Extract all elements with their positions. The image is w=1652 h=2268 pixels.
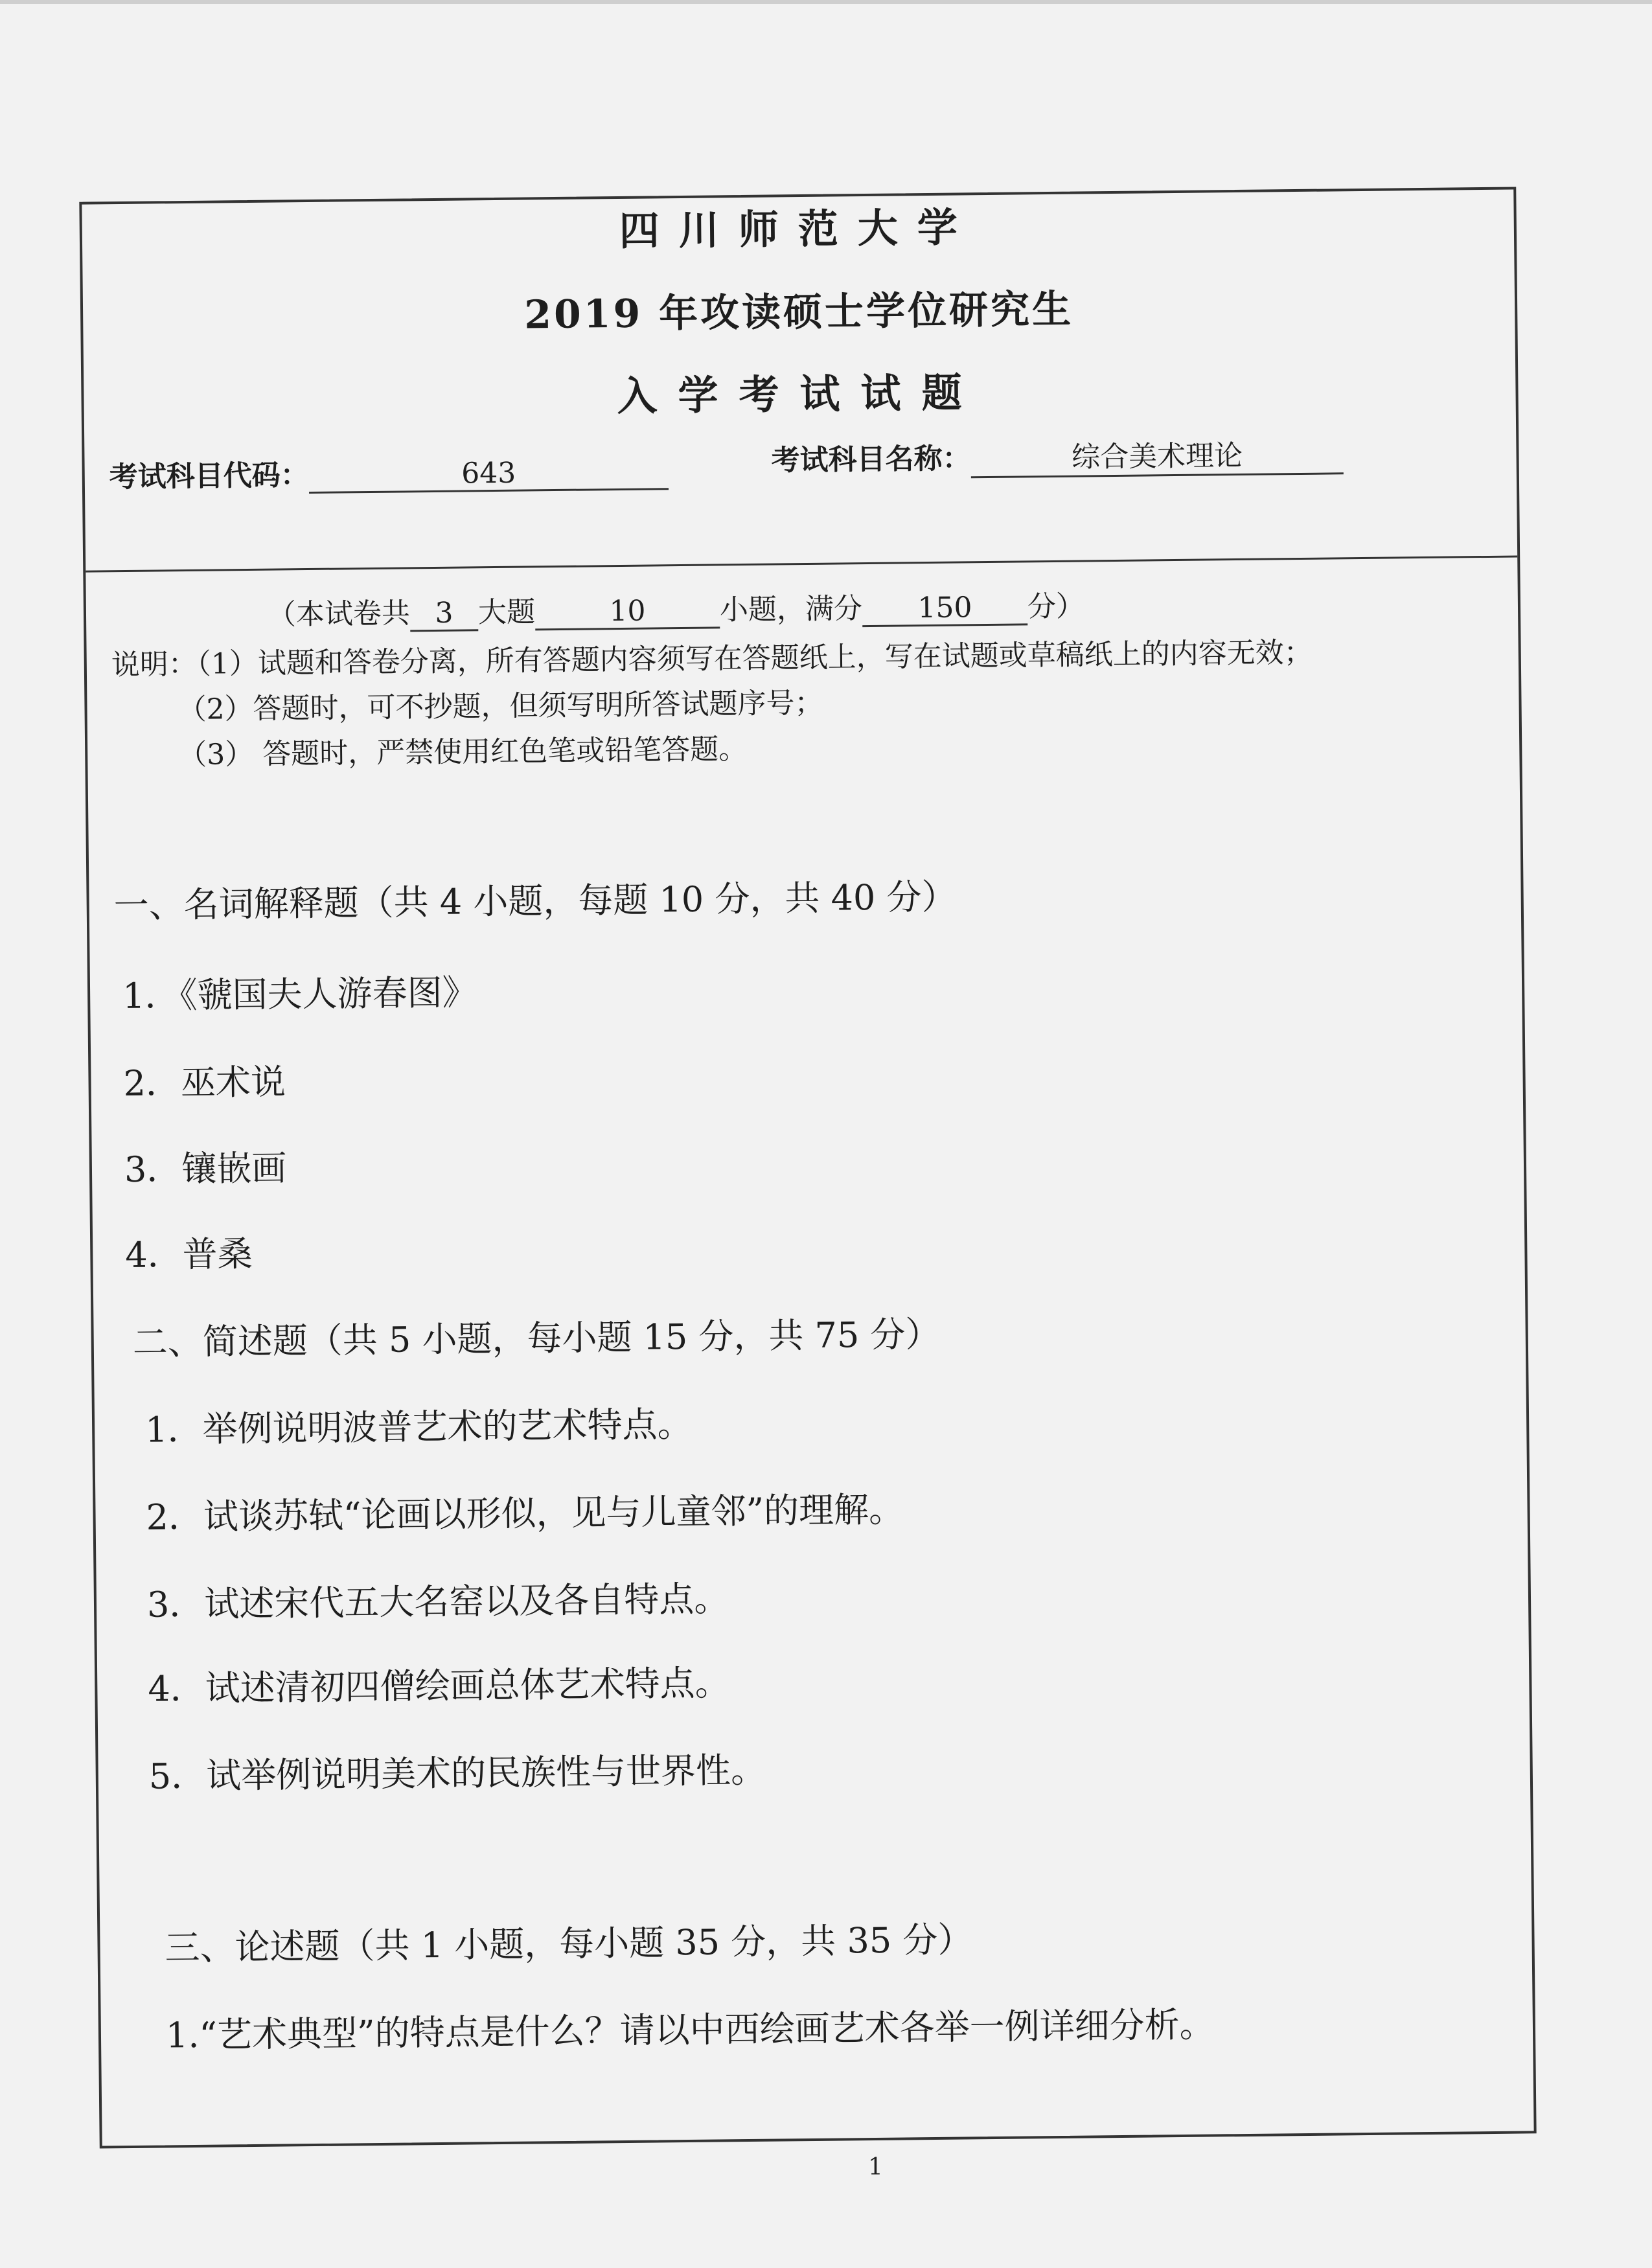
question-item: 1.“艺术典型”的特点是什么？请以中西绘画艺术各举一例详细分析。 [165, 2004, 1215, 2056]
exam-title: 入学考试试题 [617, 369, 983, 420]
exam-frame [79, 187, 1536, 2148]
section-title: 三、论述题（共 1 小题，每小题 35 分，共 35 分） [165, 1919, 973, 1969]
year-title: 2019 年攻读硕士学位研究生 [523, 286, 1074, 338]
subject-code-label: 考试科目代码： [109, 459, 310, 494]
section-title: 一、名词解释题（共 4 小题，每题 10 分，共 40 分） [113, 876, 957, 926]
note-item: （2）答题时，可不抄题，但须写明所答试题序号； [178, 686, 823, 727]
subject-code-row [109, 448, 669, 496]
subject-name-value: 综合美术理论 [970, 431, 1344, 478]
question-item: 3．镶嵌画 [124, 1147, 287, 1191]
question-item: 4．普桑 [125, 1233, 253, 1276]
question-item: 2．试谈苏轼“论画以形似，见与儿童邻”的理解。 [146, 1489, 904, 1538]
summary-sections-unit: 大题 [477, 595, 536, 630]
summary-questions: 10 [535, 593, 720, 630]
note-item: （3） 答题时，严禁使用红色笔或铅笔答题。 [178, 732, 748, 772]
note-item: （1）试题和答卷分离，所有答题内容须写在答题纸上，写在试题或草稿纸上的内容无效； [196, 636, 1313, 681]
summary-questions-unit: 小题，满分 [719, 592, 863, 627]
scan-edge [0, 0, 1652, 4]
summary-suffix: 分） [1027, 590, 1085, 624]
university-name: 四川师范大学 [619, 203, 978, 255]
question-item: 3．试述宋代五大名窑以及各自特点。 [146, 1578, 729, 1625]
question-item: 2．巫术说 [123, 1061, 286, 1105]
summary-score: 150 [862, 590, 1028, 627]
note-row-1 [111, 629, 1313, 683]
subject-code-value: 643 [308, 455, 669, 494]
question-item: 1．举例说明波普艺术的艺术特点。 [144, 1403, 693, 1450]
section-title: 二、简述题（共 5 小题，每小题 15 分，共 75 分） [132, 1313, 941, 1363]
exam-summary [268, 582, 1085, 633]
page-number: 1 [868, 2154, 883, 2181]
subject-name-label: 考试科目名称： [771, 442, 971, 477]
notes-label: 说明： [111, 647, 198, 682]
header-divider [86, 555, 1517, 572]
subject-name-row [771, 431, 1344, 480]
question-item: 1．《虢国夫人游春图》 [122, 972, 477, 1017]
summary-sections: 3 [410, 596, 479, 632]
question-item: 4．试述清初四僧绘画总体艺术特点。 [148, 1662, 731, 1710]
summary-prefix: （本试卷共 [267, 597, 411, 632]
question-item: 5．试举例说明美术的民族性与世界性。 [148, 1749, 766, 1797]
